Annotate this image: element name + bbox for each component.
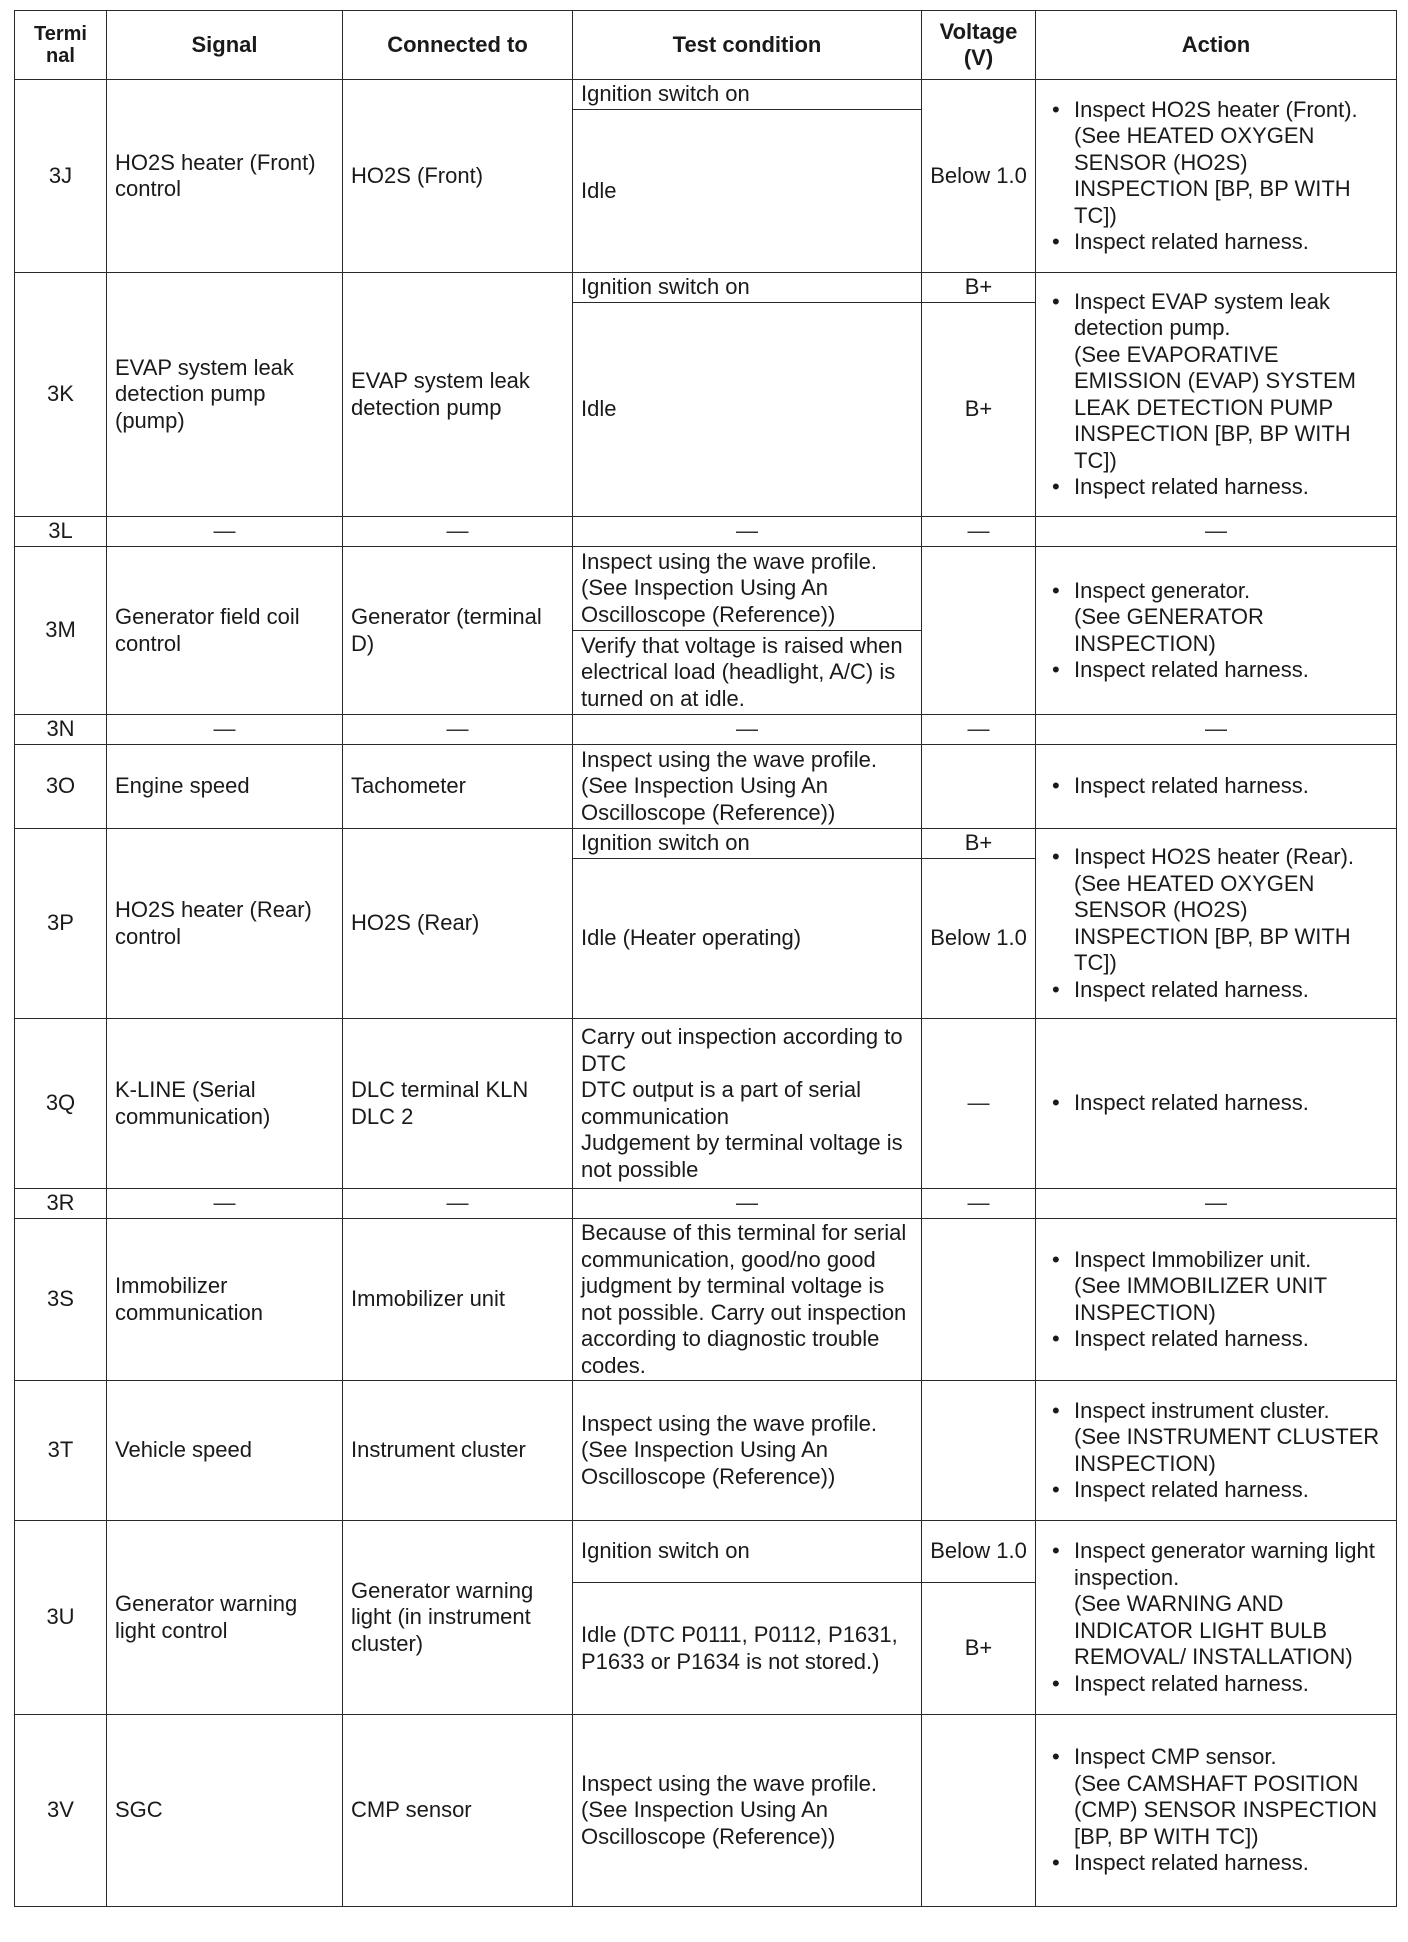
dash-cell: —: [107, 517, 343, 547]
action-item: • Inspect related harness.: [1044, 657, 1388, 684]
test-condition-cell: Inspect using the wave profile. (See Inspection Using An Oscilloscope (Reference)): [573, 1715, 922, 1907]
action-see-reference: (See CAMSHAFT POSITION (CMP) SENSOR INSPECTION [BP, BP WITH TC]): [1074, 1770, 1378, 1849]
connected-to-cell: HO2S (Rear): [343, 829, 573, 1019]
action-cell: [1036, 829, 1397, 1019]
condition-line: DTC output is a part of serial communication: [581, 1077, 862, 1129]
voltage-cell: [922, 1715, 1036, 1907]
header-row: [15, 11, 1397, 80]
signal-cell: HO2S heater (Front) control: [107, 80, 343, 273]
test-condition-cell: Ignition switch on: [573, 80, 922, 110]
action-item: • Inspect EVAP system leak detection pump.: [1044, 289, 1388, 342]
action-see-reference: (See INSTRUMENT CLUSTER INSPECTION): [1074, 1424, 1380, 1476]
test-condition-cell: Inspect using the wave profile. (See Inspection Using An Oscilloscope (Reference)): [573, 547, 922, 631]
voltage-cell: —: [922, 1019, 1036, 1189]
action-see-reference: (See EVAPORATIVE EMISSION (EVAP) SYSTEM LEAK DETECTION PUMP INSPECTION [BP, BP WITH TC]): [1074, 341, 1356, 473]
dash-cell: —: [573, 1189, 922, 1219]
dash-cell: —: [573, 715, 922, 745]
voltage-cell: Below 1.0: [922, 1521, 1036, 1583]
voltage-cell: [922, 1219, 1036, 1381]
dash-cell: —: [343, 715, 573, 745]
action-item: • Inspect CMP sensor.: [1044, 1744, 1388, 1771]
table-row: [15, 517, 1397, 547]
action-cell: [1036, 1019, 1397, 1189]
voltage-cell: B+: [922, 273, 1036, 303]
connected-to-cell: HO2S (Front): [343, 80, 573, 273]
voltage-cell: [922, 745, 1036, 829]
action-item: • Inspect related harness.: [1044, 773, 1388, 800]
table-row: [15, 1189, 1397, 1219]
header-connected-to: Connected to: [343, 11, 573, 80]
terminal-cell: 3S: [15, 1219, 107, 1381]
signal-cell: SGC: [107, 1715, 343, 1907]
action-item: • Inspect related harness.: [1044, 1850, 1388, 1877]
dash-cell: —: [922, 1189, 1036, 1219]
dash-cell: —: [922, 715, 1036, 745]
test-condition-cell: Verify that voltage is raised when electrical load (headlight, A/C) is turned on at idle.: [573, 631, 922, 715]
dash-cell: —: [343, 517, 573, 547]
table-row: [15, 829, 1397, 859]
table-row: [15, 1381, 1397, 1521]
connected-to-cell: CMP sensor: [343, 1715, 573, 1907]
test-condition-cell: Ignition switch on: [573, 829, 922, 859]
signal-cell: Generator warning light control: [107, 1521, 343, 1715]
action-item: • Inspect generator warning light inspection.: [1044, 1538, 1388, 1591]
test-condition-cell: Idle (Heater operating): [573, 859, 922, 1019]
voltage-cell: B+: [922, 1583, 1036, 1715]
action-item: • Inspect related harness.: [1044, 1671, 1388, 1698]
header-terminal: Termi nal: [15, 11, 107, 80]
test-condition-cell: Idle: [573, 303, 922, 517]
connected-to-cell: Generator (terminal D): [343, 547, 573, 715]
action-item: • Inspect instrument cluster.: [1044, 1398, 1388, 1425]
signal-cell: EVAP system leak detection pump (pump): [107, 273, 343, 517]
action-cell: [1036, 273, 1397, 517]
table-row: [15, 80, 1397, 110]
signal-cell: Engine speed: [107, 745, 343, 829]
terminal-cell: 3R: [15, 1189, 107, 1219]
table-row: [15, 1019, 1397, 1189]
action-see-reference: (See HEATED OXYGEN SENSOR (HO2S) INSPECTION [BP, BP WITH TC]): [1074, 123, 1351, 228]
terminal-cell: 3T: [15, 1381, 107, 1521]
action-item: • Inspect related harness.: [1044, 474, 1388, 501]
test-condition-cell: [573, 1019, 922, 1189]
table-row: [15, 273, 1397, 303]
dash-cell: —: [1036, 715, 1397, 745]
terminal-cell: 3L: [15, 517, 107, 547]
terminal-cell: 3J: [15, 80, 107, 273]
terminal-cell: 3U: [15, 1521, 107, 1715]
action-item: • Inspect generator.: [1044, 578, 1388, 605]
voltage-cell: Below 1.0: [922, 80, 1036, 273]
dash-cell: —: [1036, 517, 1397, 547]
action-see-reference: (See IMMOBILIZER UNIT INSPECTION): [1074, 1273, 1327, 1325]
action-cell: [1036, 1219, 1397, 1381]
test-condition-cell: Idle (DTC P0111, P0112, P1631, P1633 or P1634 is not stored.): [573, 1583, 922, 1715]
dash-cell: —: [343, 1189, 573, 1219]
action-see-reference: (See HEATED OXYGEN SENSOR (HO2S) INSPECTION [BP, BP WITH TC]): [1074, 870, 1351, 975]
table-row: [15, 547, 1397, 631]
action-item: • Inspect related harness.: [1044, 1477, 1388, 1504]
connected-to-cell: Generator warning light (in instrument cluster): [343, 1521, 573, 1715]
terminal-cell: 3Q: [15, 1019, 107, 1189]
action-item: • Inspect related harness.: [1044, 229, 1388, 256]
terminal-cell: 3M: [15, 547, 107, 715]
voltage-cell: [922, 547, 1036, 715]
terminal-inspection-table: [14, 10, 1396, 1907]
header-signal: Signal: [107, 11, 343, 80]
voltage-cell: B+: [922, 829, 1036, 859]
voltage-cell: B+: [922, 303, 1036, 517]
action-cell: [1036, 1715, 1397, 1907]
signal-cell: Immobilizer communication: [107, 1219, 343, 1381]
dash-cell: —: [107, 715, 343, 745]
action-cell: [1036, 547, 1397, 715]
test-condition-cell: Idle: [573, 110, 922, 273]
action-cell: [1036, 1381, 1397, 1521]
table-row: [15, 1219, 1397, 1381]
voltage-cell: [922, 1381, 1036, 1521]
connected-to-cell: DLC terminal KLN DLC 2: [343, 1019, 573, 1189]
signal-cell: HO2S heater (Rear) control: [107, 829, 343, 1019]
header-action: Action: [1036, 11, 1397, 80]
action-see-reference: (See WARNING AND INDICATOR LIGHT BULB REMOVAL/ INSTALLATION): [1074, 1591, 1353, 1669]
signal-cell: Vehicle speed: [107, 1381, 343, 1521]
table-row: [15, 1521, 1397, 1583]
test-condition-cell: Because of this terminal for serial communication, good/no good judgment by terminal voltage is not possible. Carry out inspection according to diagnostic trouble codes.: [573, 1219, 922, 1381]
dash-cell: —: [922, 517, 1036, 547]
signal-cell: Generator field coil control: [107, 547, 343, 715]
header-test-condition: Test condition: [573, 11, 922, 80]
voltage-cell: Below 1.0: [922, 859, 1036, 1019]
dash-cell: —: [573, 517, 922, 547]
connected-to-cell: Immobilizer unit: [343, 1219, 573, 1381]
action-see-reference: (See GENERATOR INSPECTION): [1074, 604, 1264, 656]
action-item: • Inspect related harness.: [1044, 1326, 1388, 1353]
test-condition-cell: Inspect using the wave profile. (See Inspection Using An Oscilloscope (Reference)): [573, 1381, 922, 1521]
action-item: • Inspect Immobilizer unit.: [1044, 1247, 1388, 1274]
condition-line: Judgement by terminal voltage is not possible: [581, 1130, 903, 1182]
table-row: [15, 715, 1397, 745]
terminal-cell: 3N: [15, 715, 107, 745]
condition-line: Carry out inspection according to DTC: [581, 1024, 903, 1076]
action-item: • Inspect HO2S heater (Front).: [1044, 97, 1388, 124]
dash-cell: —: [1036, 1189, 1397, 1219]
test-condition-cell: Ignition switch on: [573, 1521, 922, 1583]
action-cell: [1036, 1521, 1397, 1715]
terminal-cell: 3P: [15, 829, 107, 1019]
connected-to-cell: EVAP system leak detection pump: [343, 273, 573, 517]
terminal-cell: 3O: [15, 745, 107, 829]
terminal-cell: 3V: [15, 1715, 107, 1907]
action-item: • Inspect related harness.: [1044, 977, 1388, 1004]
terminal-cell: 3K: [15, 273, 107, 517]
signal-cell: K-LINE (Serial communication): [107, 1019, 343, 1189]
action-item: • Inspect related harness.: [1044, 1090, 1388, 1117]
action-item: • Inspect HO2S heater (Rear).: [1044, 844, 1388, 871]
test-condition-cell: Ignition switch on: [573, 273, 922, 303]
action-cell: [1036, 80, 1397, 273]
table-row: [15, 1715, 1397, 1907]
table-row: [15, 745, 1397, 829]
action-cell: [1036, 745, 1397, 829]
dash-cell: —: [107, 1189, 343, 1219]
connected-to-cell: Instrument cluster: [343, 1381, 573, 1521]
connected-to-cell: Tachometer: [343, 745, 573, 829]
test-condition-cell: Inspect using the wave profile. (See Inspection Using An Oscilloscope (Reference)): [573, 745, 922, 829]
header-voltage: Voltage (V): [922, 11, 1036, 80]
